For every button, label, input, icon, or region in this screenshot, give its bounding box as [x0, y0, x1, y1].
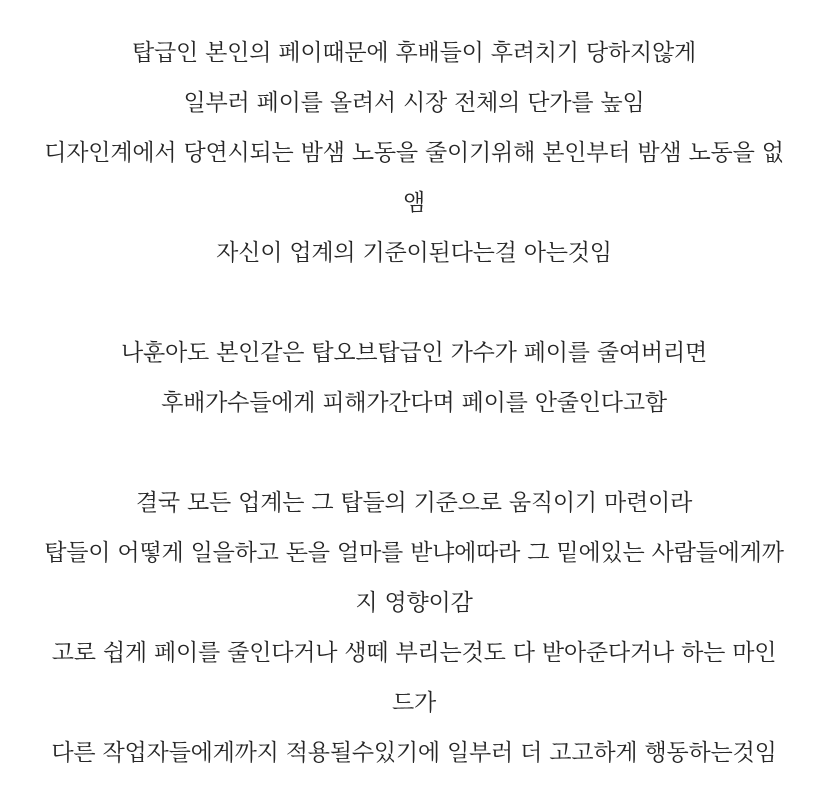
text-line: 자신이 업계의 기준이된다는걸 아는것임 — [216, 240, 612, 266]
blank-line — [30, 278, 798, 328]
text-line: 지 영향이감 — [355, 590, 473, 616]
text-line: 탑들이 어떻게 일을하고 돈을 얼마를 받냐에따라 그 밑에있는 사람들에게까 — [44, 540, 784, 566]
text-line: 앰 — [402, 190, 426, 216]
text-line: 결국 모든 업계는 그 탑들의 기준으로 움직이기 마련이라 — [135, 490, 693, 516]
text-line: 고로 쉽게 페이를 줄인다거나 생떼 부리는것도 다 받아준다거나 하는 마인 — [51, 640, 777, 666]
text-line: 드가 — [391, 690, 437, 716]
text-line: 다른 작업자들에게까지 적용될수있기에 일부러 더 고고하게 행동하는것임 — [51, 740, 777, 766]
text-line: 일부러 페이를 올려서 시장 전체의 단가를 높임 — [183, 90, 645, 116]
text-line: 후배가수들에게 피해가간다며 페이를 안줄인다고함 — [161, 390, 667, 416]
text-line: 탑급인 본인의 페이때문에 후배들이 후려치기 당하지않게 — [132, 40, 696, 66]
blank-line — [30, 428, 798, 478]
text-line: 나훈아도 본인같은 탑오브탑급인 가수가 페이를 줄여버리면 — [120, 340, 707, 366]
text-line: 디자인계에서 당연시되는 밤샘 노동을 줄이기위해 본인부터 밤샘 노동을 없 — [44, 140, 784, 166]
